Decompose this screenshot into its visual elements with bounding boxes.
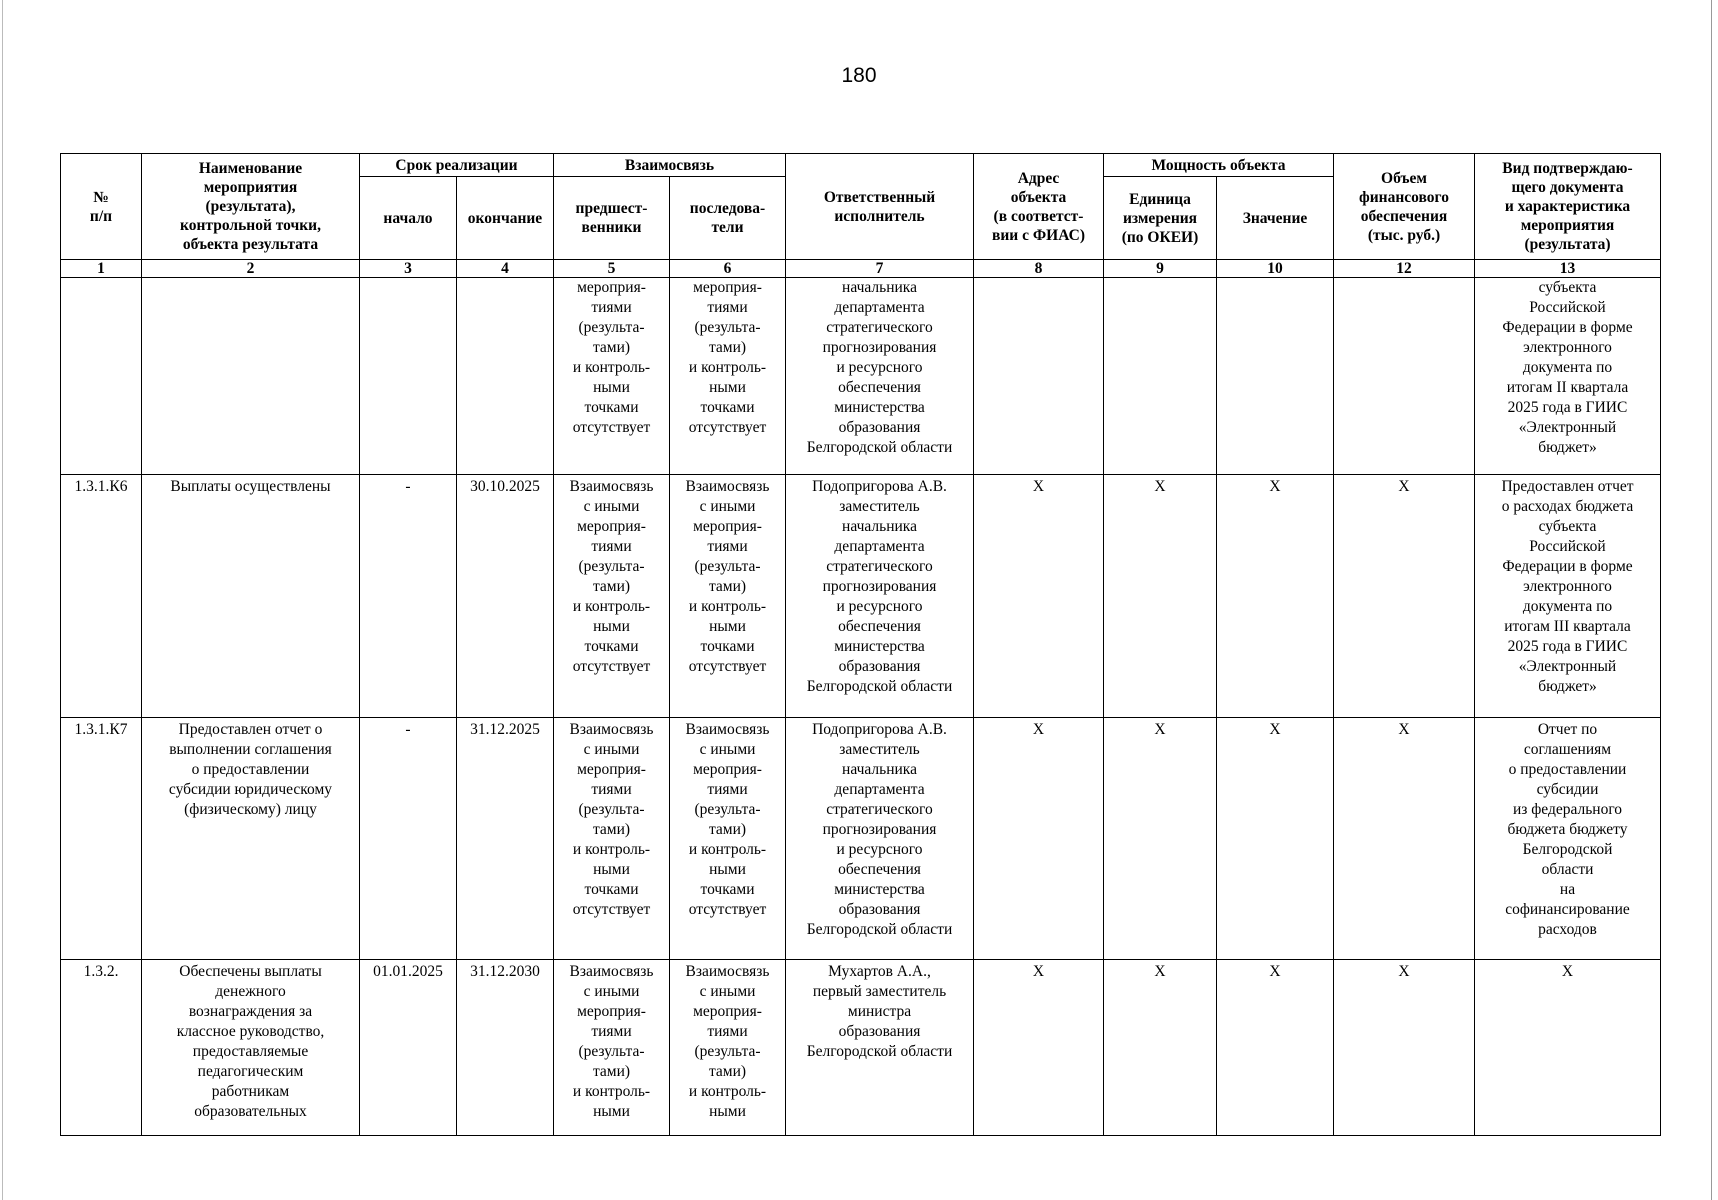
- column-number: 5: [554, 260, 670, 278]
- row-successors: Взаимосвязь с иными мероприя- тиями (результа- тами) и контроль- ными точками отсутствует: [670, 475, 786, 718]
- column-number: 13: [1475, 260, 1661, 278]
- column-number: 2: [142, 260, 360, 278]
- row-address: [974, 278, 1104, 475]
- row-value: X: [1217, 475, 1334, 718]
- header-value: Значение: [1217, 177, 1334, 260]
- row-name: [142, 278, 360, 475]
- row-end: 30.10.2025: [457, 475, 554, 718]
- row-document: субъекта Российской Федерации в форме электронного документа по итогам II квартала 2025 года в ГИИС «Электронный бюджет»: [1475, 278, 1661, 475]
- header-name: Наименование мероприятия (результата), контрольной точки, объекта результата: [142, 154, 360, 260]
- row-name: Обеспечены выплаты денежного вознаграждения за классное руководство, предоставляемые педагогическим работникам образовательных: [142, 960, 360, 1136]
- header-start: начало: [360, 177, 457, 260]
- row-name: Выплаты осуществлены: [142, 475, 360, 718]
- header-address: Адрес объекта (в соответст- вии с ФИАС): [974, 154, 1104, 260]
- header-document: Вид подтверждаю- щего документа и характеристика мероприятия (результата): [1475, 154, 1661, 260]
- column-number-row: [61, 260, 1661, 278]
- column-number: 9: [1104, 260, 1217, 278]
- row-financing: X: [1334, 475, 1475, 718]
- header-financing: Объем финансового обеспечения (тыс. руб.): [1334, 154, 1475, 260]
- row-successors: мероприя- тиями (результа- тами) и контроль- ными точками отсутствует: [670, 278, 786, 475]
- row-successors: Взаимосвязь с иными мероприя- тиями (результа- тами) и контроль- ными точками отсутствует: [670, 718, 786, 960]
- row-document: X: [1475, 960, 1661, 1136]
- row-number: [61, 278, 142, 475]
- row-predecessors: Взаимосвязь с иными мероприя- тиями (результа- тами) и контроль- ными точками отсутствует: [554, 718, 670, 960]
- header-responsible: Ответственный исполнитель: [786, 154, 974, 260]
- row-start: -: [360, 718, 457, 960]
- row-number: 1.3.1.К6: [61, 475, 142, 718]
- header-unit: Единица измерения (по ОКЕИ): [1104, 177, 1217, 260]
- row-unit: X: [1104, 475, 1217, 718]
- row-value: [1217, 278, 1334, 475]
- row-predecessors: мероприя- тиями (результа- тами) и контроль- ными точками отсутствует: [554, 278, 670, 475]
- row-unit: X: [1104, 718, 1217, 960]
- row-financing: X: [1334, 960, 1475, 1136]
- row-value: X: [1217, 718, 1334, 960]
- header-link-group: Взаимосвязь: [554, 154, 786, 177]
- row-value: X: [1217, 960, 1334, 1136]
- row-unit: [1104, 278, 1217, 475]
- row-address: X: [974, 718, 1104, 960]
- row-address: X: [974, 475, 1104, 718]
- row-number: 1.3.2.: [61, 960, 142, 1136]
- activities-table: [60, 153, 1661, 1136]
- column-number: 3: [360, 260, 457, 278]
- page-edge-right: [1711, 0, 1712, 1200]
- row-address: X: [974, 960, 1104, 1136]
- row-responsible: начальника департамента стратегического прогнозирования и ресурсного обеспечения министерства образования Белгородской области: [786, 278, 974, 475]
- row-start: -: [360, 475, 457, 718]
- column-number: 12: [1334, 260, 1475, 278]
- row-name: Предоставлен отчет о выполнении соглашения о предоставлении субсидии юридическому (физическому) лицу: [142, 718, 360, 960]
- page-number: 180: [841, 64, 877, 87]
- header-term-group: Срок реализации: [360, 154, 554, 177]
- header-successors: последова- тели: [670, 177, 786, 260]
- table-row: [61, 278, 1661, 475]
- page-edge-left: [2, 0, 3, 1200]
- row-start: [360, 278, 457, 475]
- header-power-group: Мощность объекта: [1104, 154, 1334, 177]
- row-predecessors: Взаимосвязь с иными мероприя- тиями (результа- тами) и контроль- ными: [554, 960, 670, 1136]
- row-predecessors: Взаимосвязь с иными мероприя- тиями (результа- тами) и контроль- ными точками отсутствует: [554, 475, 670, 718]
- column-number: 1: [61, 260, 142, 278]
- row-unit: X: [1104, 960, 1217, 1136]
- row-responsible: Подопригорова А.В. заместитель начальника департамента стратегического прогнозирования и ресурсного обеспечения министерства образования Белгородской области: [786, 475, 974, 718]
- row-number: 1.3.1.К7: [61, 718, 142, 960]
- row-document: Предоставлен отчет о расходах бюджета субъекта Российской Федерации в форме электронного документа по итогам III квартала 2025 года в ГИИС «Электронный бюджет»: [1475, 475, 1661, 718]
- row-responsible: Мухартов А.А., первый заместитель министра образования Белгородской области: [786, 960, 974, 1136]
- row-end: 31.12.2030: [457, 960, 554, 1136]
- table-row: [61, 718, 1661, 960]
- header-end: окончание: [457, 177, 554, 260]
- row-document: Отчет по соглашениям о предоставлении субсидии из федерального бюджета бюджету Белгородской области на софинансирование расходов: [1475, 718, 1661, 960]
- row-financing: [1334, 278, 1475, 475]
- table-row: [61, 960, 1661, 1136]
- row-successors: Взаимосвязь с иными мероприя- тиями (результа- тами) и контроль- ными: [670, 960, 786, 1136]
- column-number: 6: [670, 260, 786, 278]
- column-number: 7: [786, 260, 974, 278]
- header-num: № п/п: [61, 154, 142, 260]
- row-responsible: Подопригорова А.В. заместитель начальника департамента стратегического прогнозирования и ресурсного обеспечения министерства образования Белгородской области: [786, 718, 974, 960]
- column-number: 4: [457, 260, 554, 278]
- row-end: [457, 278, 554, 475]
- header-predecessors: предшест- венники: [554, 177, 670, 260]
- column-number: 10: [1217, 260, 1334, 278]
- row-end: 31.12.2025: [457, 718, 554, 960]
- row-financing: X: [1334, 718, 1475, 960]
- row-start: 01.01.2025: [360, 960, 457, 1136]
- table-row: [61, 475, 1661, 718]
- column-number: 8: [974, 260, 1104, 278]
